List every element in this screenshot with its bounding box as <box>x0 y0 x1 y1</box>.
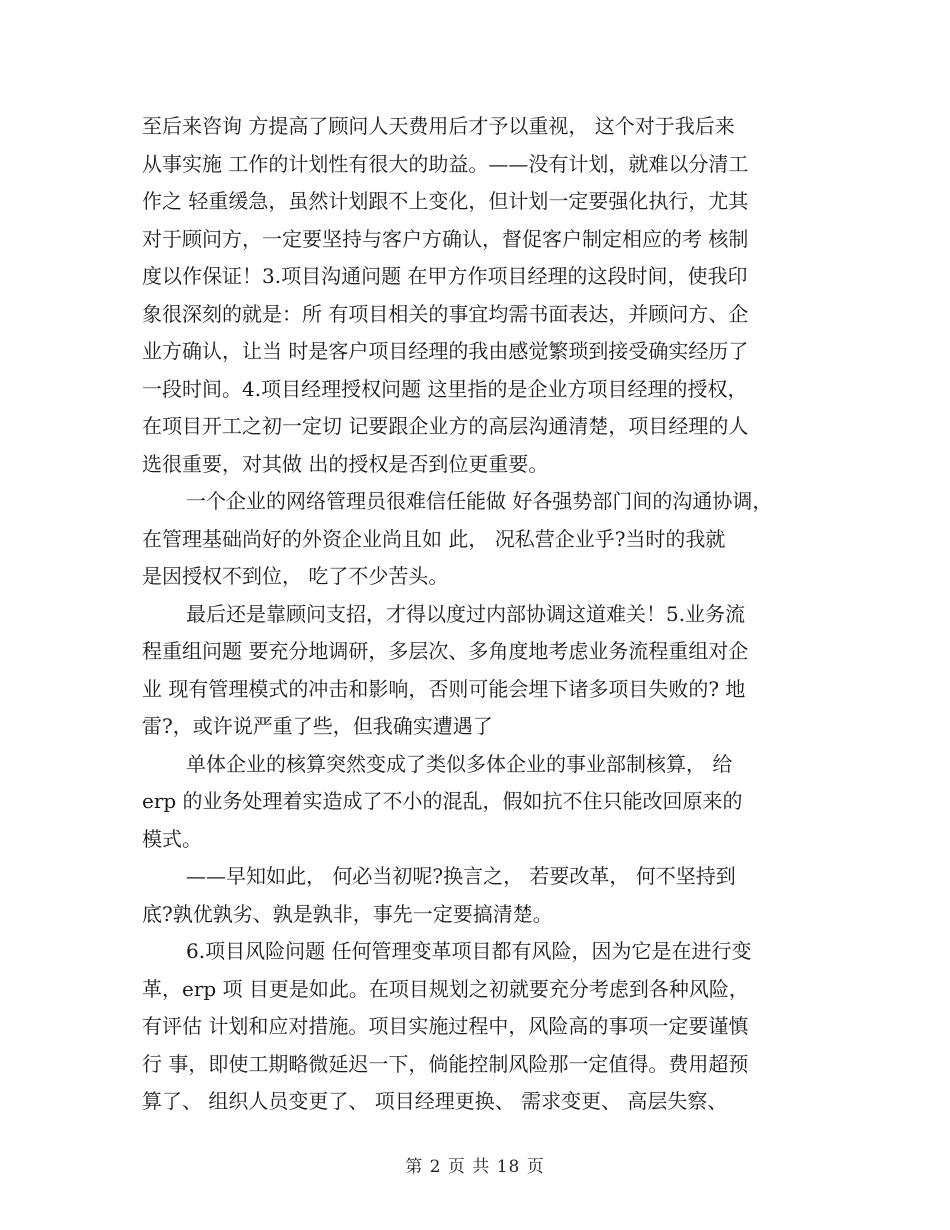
text-line: 作之 轻重缓急，虽然计划跟不上变化，但计划一定要强化执行，尤其 <box>142 189 749 213</box>
text-line: 一个企业的网络管理员很难信任能做 好各强势部门间的沟通协调， <box>186 489 773 513</box>
text-line: 算了、 组织人员变更了、 项目经理更换、 需求变更、 高层失察、 <box>142 1089 728 1113</box>
text-line: 雷?，或许说严重了些，但我确实遭遇了 <box>142 714 493 738</box>
text-line: 最后还是靠顾问支招，才得以度过内部协调这道难关！5.业务流 <box>186 601 746 626</box>
text-line: 6.项目风险问题 任何管理变革项目都有风险，因为它是在进行变 <box>186 939 752 963</box>
text-line: 业方确认，让当 时是客户项目经理的我由感觉繁琐到接受确实经历了 <box>142 339 749 363</box>
text-line: 是因授权不到位， 吃了不少苦头。 <box>142 564 449 588</box>
text-line: 在管理基础尚好的外资企业尚且如 此， 况私营企业乎?当时的我就 <box>142 526 726 551</box>
text-line: 从事实施 工作的计划性有很大的助益。——没有计划，就难以分清工 <box>142 151 749 176</box>
text-line: 底?孰优孰劣、孰是孰非，事先一定要搞清楚。 <box>142 901 553 926</box>
text-line: 对于顾问方，一定要坚持与客户方确认，督促客户制定相应的考 核制 <box>142 226 749 251</box>
text-line: 选很重要，对其做 出的授权是否到位更重要。 <box>142 451 549 476</box>
text-line: 程重组问题 要充分地调研，多层次、多角度地考虑业务流程重组对企 <box>142 639 749 663</box>
text-line: 行 事，即使工期略微延迟一下，倘能控制风险那一定值得。费用超预 <box>142 1051 749 1076</box>
body-text <box>142 108 814 1121</box>
text-line: 单体企业的核算突然变成了类似多体企业的事业部制核算， 给 <box>186 751 733 776</box>
text-line: 有评估 计划和应对措施。项目实施过程中，风险高的事项一定要谨慎 <box>142 1014 749 1038</box>
page-footer: 第 2 页 共 18 页 <box>405 1157 545 1177</box>
text-line: ——早知如此， 何必当初呢?换言之， 若要改革， 何不坚持到 <box>186 864 736 888</box>
text-line: 至后来咨询 方提高了顾问人天费用后才予以重视， 这个对于我后来 <box>142 114 735 138</box>
text-line: 模式。 <box>142 826 202 851</box>
text-line: 象很深刻的就是：所 有项目相关的事宜均需书面表达，并顾问方、企 <box>142 301 749 326</box>
text-line: 革，erp 项 目更是如此。在项目规划之初就要充分考虑到各种风险， <box>142 976 749 1001</box>
text-line: 业 现有管理模式的冲击和影响，否则可能会埋下诸多项目失败的? 地 <box>142 676 746 701</box>
text-line: 在项目开工之初一定切 记要跟企业方的高层沟通清楚，项目经理的人 <box>142 414 749 438</box>
text-line: 度以作保证！3.项目沟通问题 在甲方作项目经理的这段时间，使我印 <box>142 264 748 288</box>
text-line: 一段时间。4.项目经理授权问题 这里指的是企业方项目经理的授权， <box>142 376 748 401</box>
text-line: erp 的业务处理着实造成了不小的混乱，假如抗不住只能改回原来的 <box>142 789 743 813</box>
